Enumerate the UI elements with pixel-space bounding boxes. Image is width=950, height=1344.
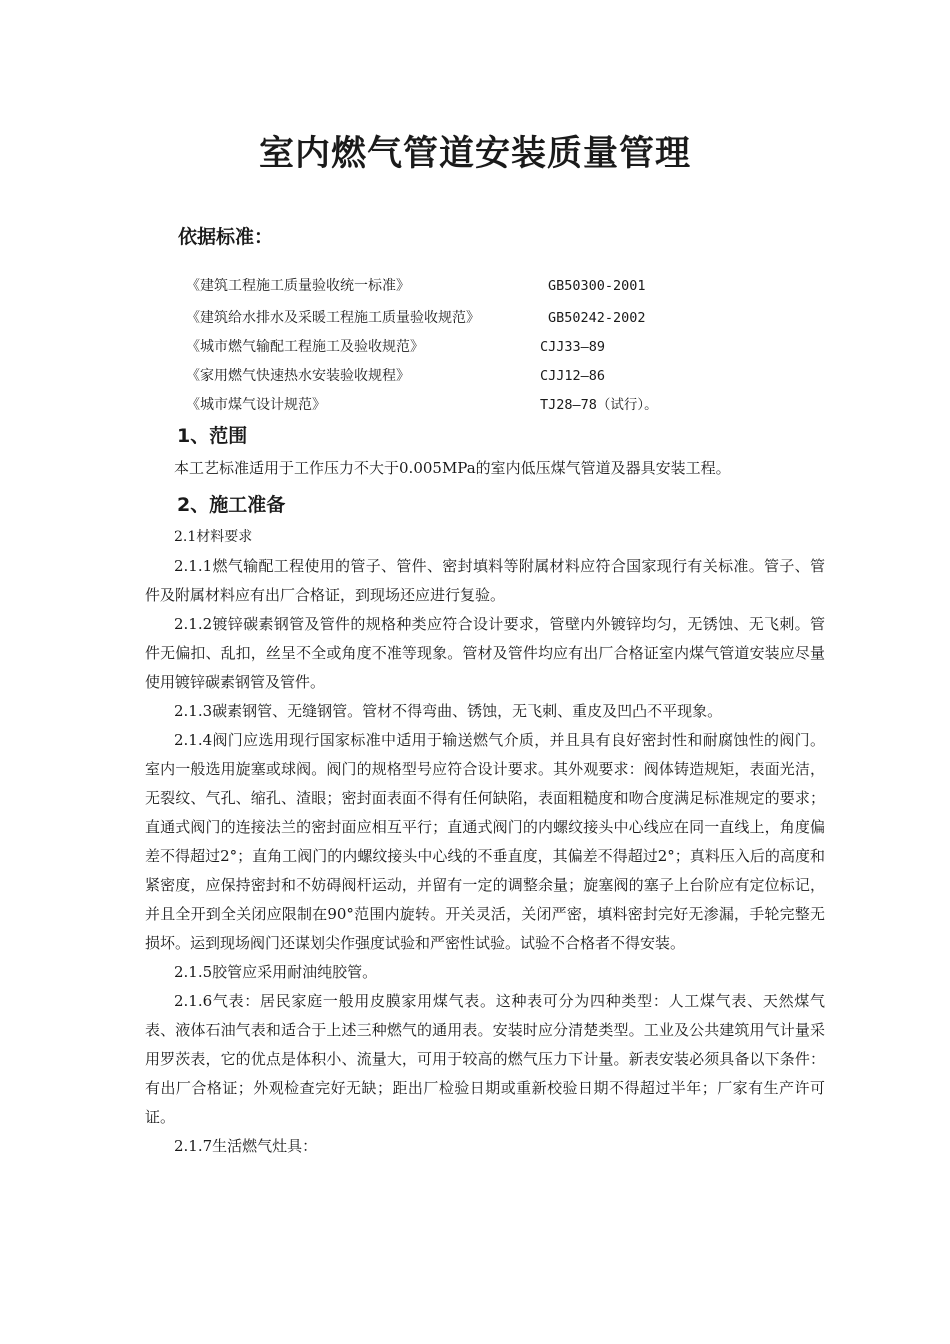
paragraph-2-1-6: 2.1.6气表：居民家庭一般用皮膜家用煤气表。这种表可分为四种类型：人工煤气表、天然煤气表、液体石油气表和适合于上述三种燃气的通用表。安装时应分清楚类型。工业及公共建筑用气计量采用罗茨表，它的优点是体积小、流量大，可用于较高的燃气压力下计量。新表安装必须具备以下条件：有出厂合格证；外观检查完好无缺；距出厂检验日期或重新校验日期不得超过半年；厂家有生产许可证。: [145, 992, 825, 1126]
paragraph-2-1-2: 2.1.2镀锌碳素钢管及管件的规格种类应符合设计要求，管壁内外镀锌均匀，无锈蚀、无飞刺。管件无偏扣、乱扣，丝呈不全或角度不准等现象。管材及管件均应有出厂合格证室内煤气管道安装应尽量使用镀锌碳素钢管及管件。: [145, 615, 825, 691]
standard-item: [186, 391, 806, 420]
standard-code: GB50300-2001: [548, 278, 646, 294]
standard-name: 《建筑给水排水及采暖工程施工质量验收规范》: [186, 310, 480, 326]
standard-code: CJJ12—86: [540, 368, 606, 384]
standard-item: [186, 304, 806, 333]
standard-item: [186, 333, 806, 362]
subsection-label: 2.1材料要求: [174, 529, 253, 545]
document-title: 室内燃气管道安装质量管理: [258, 134, 691, 174]
standard-item: [186, 362, 806, 391]
paragraph-2-1-5: 2.1.5胶管应采用耐油纯胶管。: [174, 963, 378, 981]
standard-name: 《家用燃气快速热水安装验收规程》: [186, 368, 410, 384]
standard-name: 《建筑工程施工质量验收统一标准》: [186, 278, 410, 294]
paragraph-2-1-7: 2.1.7生活燃气灶具：: [174, 1137, 318, 1155]
standard-code: CJJ33—89: [540, 339, 606, 355]
standard-name: 《城市燃气输配工程施工及验收规范》: [186, 339, 424, 355]
standard-code: TJ28—78（试行）。: [540, 397, 658, 413]
paragraph-2-1-3: 2.1.3碳素钢管、无缝钢管。管材不得弯曲、锈蚀，无飞刺、重皮及凹凸不平现象。: [174, 702, 723, 720]
section-heading-scope: 1、范围: [177, 425, 248, 447]
standard-code: GB50242-2002: [548, 310, 646, 326]
document-body: [145, 418, 825, 1161]
standard-name: 《城市煤气设计规范》: [186, 397, 326, 413]
standard-item: [186, 272, 806, 301]
section-heading-preparation: 2、施工准备: [177, 494, 286, 516]
paragraph-2-1-4: 2.1.4阀门应选用现行国家标准中适用于输送燃气介质，并且具有良好密封性和耐腐蚀性的阀门。室内一般选用旋塞或球阀。阀门的规格型号应符合设计要求。其外观要求：阀体铸造规矩，表面光洁，无裂纹、气孔、缩孔、渣眼；密封面表面不得有任何缺陷，表面粗糙度和吻合度满足标准规定的要求；直通式阀门的连接法兰的密封面应相互平行；直通式阀门的内螺纹接头中心线应在同一直线上，角度偏差不得超过2°；直角工阀门的内螺纹接头中心线的不垂直度，其偏差不得超过2°；真料压入后的高度和紧密度，应保持密封和不妨碍阀杆运动，并留有一定的调整余量；旋塞阀的塞子上台阶应有定位标记，并且全开到全关闭应限制在90°范围内旋转。开关灵活，关闭严密，填料密封完好无渗漏，手轮完整无损坏。运到现场阀门还谋划尖作强度试验和严密性试验。试验不合格者不得安装。: [145, 731, 825, 952]
basis-heading: 依据标准：: [178, 226, 274, 248]
paragraph-2-1-1: 2.1.1燃气输配工程使用的管子、管件、密封填料等附属材料应符合国家现行有关标准。管子、管件及附属材料应有出厂合格证，到现场还应进行复验。: [145, 557, 825, 604]
scope-paragraph: 本工艺标准适用于工作压力不大于0.005MPa的室内低压煤气管道及器具安装工程。: [174, 459, 731, 477]
standards-list: [186, 272, 806, 420]
